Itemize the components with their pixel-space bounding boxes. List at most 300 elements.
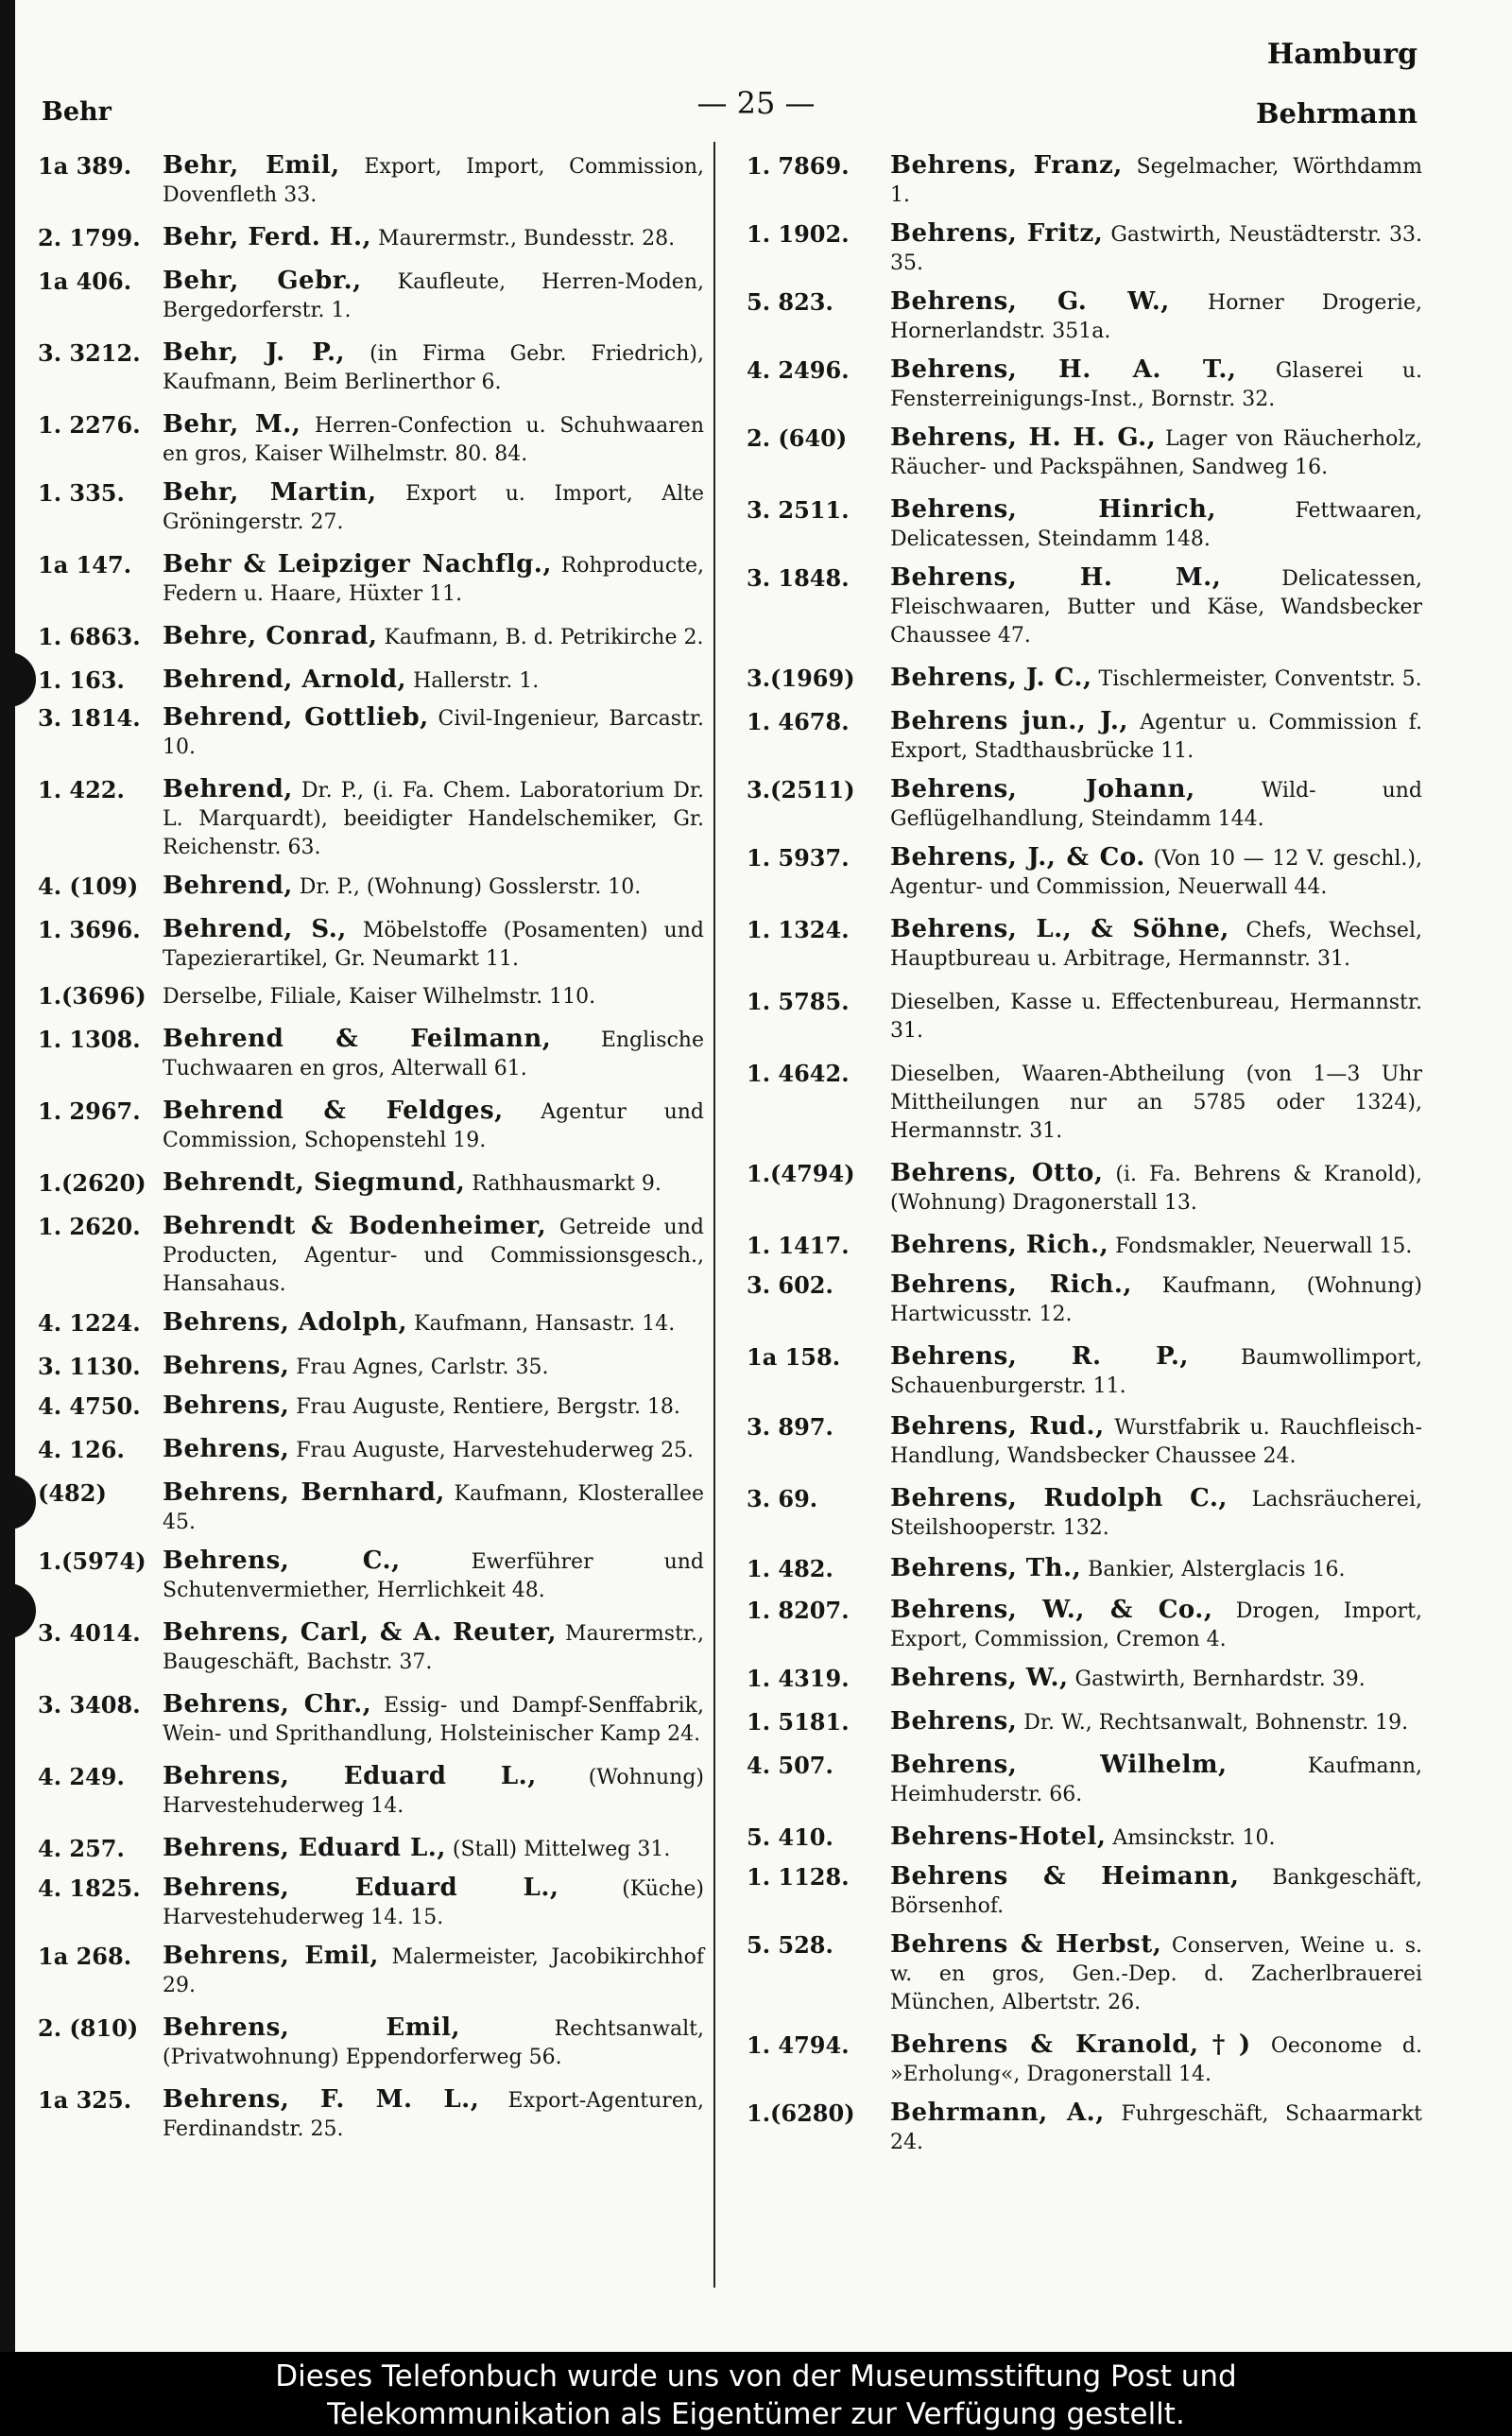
- entry-text: [163, 1168, 704, 1199]
- entry-text: [163, 665, 704, 696]
- entry-details: Rathhausmarkt 9.: [465, 1172, 662, 1196]
- entry-details: Kaufmann, B. d. Petrikirche 2.: [377, 626, 704, 649]
- phone-number: 5. 823.: [747, 288, 833, 316]
- entry-details: Fuhrgeschäft, Schaarmarkt 24.: [890, 2102, 1423, 2154]
- entry-text: [163, 478, 704, 537]
- directory-entry: [747, 1862, 1422, 1921]
- entry-text: [890, 287, 1422, 346]
- entry-details: Gastwirth, Bernhardstr. 39.: [1068, 1667, 1366, 1691]
- directory-entry: [38, 1168, 704, 1199]
- phone-number: 3. 69.: [747, 1485, 818, 1512]
- phone-number: 4. 1224.: [38, 1309, 141, 1337]
- directory-entry: [747, 423, 1422, 482]
- directory-entry: [747, 1270, 1422, 1329]
- phone-number: 1a 325.: [38, 2086, 132, 2114]
- phone-number: 1a 147.: [38, 551, 132, 579]
- entry-details: Bankgeschäft, Börsenhof.: [890, 1866, 1422, 1918]
- phone-number: 4. 1825.: [38, 1875, 141, 1902]
- entry-text: [890, 219, 1422, 278]
- phone-number: 1. 5785.: [747, 988, 850, 1015]
- phone-number: 1. 482.: [747, 1555, 833, 1582]
- entry-details: Kaufmann, Hansastr. 14.: [407, 1312, 676, 1336]
- directory-entry: [747, 1707, 1422, 1737]
- directory-entry: [38, 1618, 704, 1677]
- directory-entry: [747, 1159, 1422, 1218]
- entry-details: Ewerführer und Schutenvermiether, Herrlichkeit 48.: [163, 1550, 704, 1602]
- directory-entry: [38, 915, 704, 974]
- directory-entry: [38, 622, 704, 652]
- subscriber-name: Behrens, Wilhelm,: [890, 1751, 1228, 1779]
- entry-text: [163, 267, 704, 325]
- subscriber-name: Behrens, Chr.,: [163, 1690, 372, 1719]
- entry-details: Rohproducte, Federn u. Haare, Hüxter 11.: [163, 554, 704, 606]
- subscriber-name: Behrens & Kranold,†): [890, 2030, 1251, 2059]
- entry-details: Drogen, Import, Export, Commission, Cremon 4.: [890, 1599, 1422, 1651]
- phone-number: 4. 249.: [38, 1763, 125, 1790]
- entry-text: [890, 423, 1422, 482]
- directory-entry: [38, 1352, 704, 1382]
- directory-entry: [747, 1342, 1422, 1401]
- directory-entry: [38, 1546, 704, 1605]
- entry-details: Kaufmann, Heimhuderstr. 66.: [890, 1754, 1423, 1806]
- entry-text: [890, 1751, 1422, 1809]
- phone-number: 1.(4794): [747, 1160, 855, 1187]
- directory-entry: [747, 1554, 1422, 1584]
- directory-entry: [747, 151, 1422, 210]
- entry-text: [890, 1664, 1422, 1694]
- phone-number: 1. 5181.: [747, 1708, 850, 1736]
- subscriber-name: Behrens, Rudolph C.,: [890, 1484, 1228, 1512]
- binding-hole: [0, 652, 36, 707]
- phone-number: 1a 389.: [38, 152, 132, 180]
- entry-text: [890, 707, 1422, 766]
- entry-details: Delicatessen, Fleischwaaren, Butter und Käse, Wandsbecker Chaussee 47.: [890, 567, 1422, 648]
- entry-details: Baumwollimport, Schauenburgerstr. 11.: [890, 1346, 1422, 1398]
- subscriber-name: Behrens, Rich.,: [890, 1270, 1132, 1299]
- entry-text: [163, 1352, 704, 1382]
- subscriber-name: Behrens, Bernhard,: [163, 1478, 445, 1507]
- phone-number: 1.(5974): [38, 1547, 146, 1575]
- subscriber-name: Behrend, Arnold,: [163, 665, 407, 694]
- archive-notice: [0, 2352, 1512, 2436]
- left-column: [38, 151, 704, 2157]
- phone-number: 1. 3696.: [38, 916, 141, 943]
- subscriber-name: Behrend & Feilmann,: [163, 1025, 552, 1053]
- subscriber-name: Behrend, S.,: [163, 915, 347, 943]
- directory-entry: [38, 2085, 704, 2144]
- phone-number: 1. 6863.: [38, 623, 141, 650]
- directory-entry: [38, 1391, 704, 1422]
- entry-details: Export, Import, Commission, Dovenfleth 33.: [163, 155, 704, 207]
- entry-text: [890, 1930, 1422, 2017]
- subscriber-name: Behrens, H. M.,: [890, 563, 1222, 592]
- directory-entry: [38, 665, 704, 696]
- phone-number: 1. 7869.: [747, 152, 850, 180]
- phone-number: 1. 335.: [38, 479, 125, 507]
- phone-number: 3.(2511): [747, 776, 855, 803]
- entry-details: Wurstfabrik u. Rauchfleisch-Handlung, Wandsbecker Chaussee 24.: [890, 1416, 1422, 1468]
- binding-spine: [0, 0, 15, 2352]
- subscriber-name: Behr, Martin,: [163, 478, 377, 507]
- phone-number: 4. 126.: [38, 1436, 125, 1463]
- subscriber-name: Behrens, Eduard L.,: [163, 1834, 446, 1862]
- directory-entry: [38, 1435, 704, 1465]
- subscriber-name: Behre, Conrad,: [163, 622, 378, 650]
- entry-text: [163, 1391, 704, 1422]
- entry-details: (Küche) Harvestehuderweg 14. 15.: [163, 1877, 704, 1929]
- entry-text: [890, 1484, 1422, 1543]
- subscriber-name: Behrmann, A.,: [890, 2099, 1105, 2127]
- entry-details: (in Firma Gebr. Friedrich), Kaufmann, Beim Berlinerthor 6.: [163, 342, 704, 394]
- subscriber-name: Behrens, Eduard L.,: [163, 1874, 559, 1902]
- phone-number: 4. 257.: [38, 1835, 125, 1862]
- directory-entry: [38, 223, 704, 253]
- entry-details: Gastwirth, Neustädterstr. 33. 35.: [890, 223, 1423, 275]
- binding-hole: [0, 1475, 36, 1529]
- phone-number: 1. 2276.: [38, 411, 141, 439]
- subscriber-name: Behrens & Herbst,: [890, 1930, 1162, 1959]
- entry-text: [890, 2099, 1422, 2157]
- subscriber-name: Behrens, Rud.,: [890, 1412, 1105, 1441]
- directory-entry: [38, 1097, 704, 1155]
- directory-entry: [38, 1212, 704, 1299]
- entry-details: Kaufleute, Herren-Moden, Bergedorferstr. 1.: [163, 270, 704, 322]
- directory-entry: [38, 550, 704, 609]
- subscriber-name: Behr, Emil,: [163, 151, 340, 180]
- phone-number: 3. 4014.: [38, 1619, 141, 1647]
- phone-number: 3. 1130.: [38, 1353, 141, 1380]
- entry-details: Glaserei u. Fensterreinigungs-Inst., Bornstr. 32.: [890, 359, 1422, 411]
- subscriber-name: Behrens & Heimann,: [890, 1862, 1240, 1891]
- subscriber-name: Behrens, Emil,: [163, 2013, 461, 2042]
- directory-entry: [38, 478, 704, 537]
- subscriber-name: Behr & Leipziger Nachflg.,: [163, 550, 552, 579]
- entry-details: Dieselben, Waaren-Abtheilung (von 1—3 Uhr Mittheilungen nur an 5785 oder 1324), Hermannstr. 31.: [890, 1063, 1422, 1143]
- subscriber-name: Behrens,: [163, 1435, 290, 1463]
- entry-details: Oeconome d. »Erholung«, Dragonerstall 14.: [890, 2034, 1422, 2086]
- entry-text: [890, 1596, 1422, 1654]
- entry-text: [163, 1478, 704, 1537]
- subscriber-name: Behrens-Hotel,: [890, 1823, 1107, 1851]
- subscriber-name: Behrens, W., & Co.,: [890, 1596, 1213, 1624]
- entry-text: [890, 563, 1422, 650]
- entry-details: (i. Fa. Behrens & Kranold), (Wohnung) Dragonerstall 13.: [890, 1163, 1422, 1215]
- subscriber-name: Behrens, Eduard L.,: [163, 1762, 537, 1790]
- subscriber-name: Behrens, F. M. L.,: [163, 2085, 480, 2114]
- entry-details: Amsinckstr. 10.: [1106, 1826, 1276, 1850]
- entry-details: Wild- und Geflügelhandlung, Steindamm 144.: [890, 779, 1422, 831]
- entry-text: [890, 355, 1422, 414]
- subscriber-name: Behrens, Rich.,: [890, 1231, 1109, 1259]
- entry-details: Möbelstoffe (Posamenten) und Tapezierartikel, Gr. Neumarkt 11.: [163, 919, 704, 971]
- entry-details: Civil-Ingenieur, Barcastr. 10.: [163, 707, 704, 759]
- entry-details: Segelmacher, Wörthdamm 1.: [890, 155, 1422, 207]
- entry-text: [163, 1874, 704, 1932]
- subscriber-name: Behr, M.,: [163, 410, 301, 439]
- entry-text: [890, 664, 1422, 694]
- entry-text: [890, 1231, 1422, 1261]
- entry-details: Derselbe, Filiale, Kaiser Wilhelmstr. 110.: [163, 985, 596, 1009]
- directory-entry: [747, 775, 1422, 834]
- subscriber-name: Behrens, Johann,: [890, 775, 1195, 803]
- city-header: Hamburg: [1266, 38, 1418, 71]
- entry-details: Frau Agnes, Carlstr. 35.: [289, 1356, 549, 1379]
- phone-number: 3. 602.: [747, 1271, 833, 1299]
- phone-number: 1.(3696): [38, 982, 146, 1010]
- entry-text: [163, 1212, 704, 1299]
- entry-text: [890, 987, 1422, 1045]
- entry-text: [890, 495, 1422, 554]
- entry-text: [163, 2013, 704, 2072]
- directory-entry: [747, 1664, 1422, 1694]
- phone-number: 1. 1902.: [747, 220, 850, 248]
- entry-details: Maurermstr., Baugeschäft, Bachstr. 37.: [163, 1622, 704, 1674]
- entry-text: [890, 151, 1422, 210]
- subscriber-name: Behrens, Otto,: [890, 1159, 1104, 1187]
- entry-details: Export-Agenturen, Ferdinandstr. 25.: [163, 2089, 704, 2141]
- subscriber-name: Behrendt & Bodenheimer,: [163, 1212, 547, 1240]
- directory-entry: [38, 775, 704, 862]
- subscriber-name: Behrens, Hinrich,: [890, 495, 1216, 524]
- entry-text: [890, 2030, 1422, 2089]
- directory-entry: [747, 1930, 1422, 2017]
- phone-number: 4. 2496.: [747, 356, 850, 384]
- entry-text: [163, 1690, 704, 1749]
- directory-entry: [38, 410, 704, 469]
- directory-entry: [747, 495, 1422, 554]
- entry-details: Chefs, Wechsel, Hauptbureau u. Arbitrage, Hermannstr. 31.: [890, 919, 1422, 971]
- entry-text: [163, 775, 704, 862]
- entry-details: Frau Auguste, Harvestehuderweg 25.: [289, 1439, 695, 1462]
- directory-entry: [747, 1484, 1422, 1543]
- subscriber-name: Behrens jun., J.,: [890, 707, 1128, 735]
- directory-entry: [38, 1025, 704, 1083]
- directory-entry: [747, 843, 1422, 902]
- subscriber-name: Behrend & Feldges,: [163, 1097, 504, 1125]
- phone-number: 1. 1324.: [747, 916, 850, 943]
- phone-number: 1. 4642.: [747, 1060, 850, 1087]
- subscriber-name: Behrens, R. P.,: [890, 1342, 1189, 1371]
- directory-entry: [747, 987, 1422, 1045]
- directory-entry: [38, 151, 704, 210]
- entry-details: Kaufmann, Klosterallee 45.: [163, 1482, 704, 1534]
- subscriber-name: Behrens,: [163, 1391, 290, 1420]
- phone-number: 4. (109): [38, 872, 139, 900]
- subscriber-name: Behrens, H. A. T.,: [890, 355, 1237, 384]
- subscriber-name: Behrend,: [163, 872, 293, 900]
- entry-details: Getreide und Producten, Agentur- und Commissionsgesch., Hansahaus.: [163, 1216, 704, 1296]
- phone-number: 1a 406.: [38, 268, 132, 295]
- phone-number: 1. 2620.: [38, 1213, 141, 1240]
- phone-number: 3.(1969): [747, 665, 855, 692]
- entry-details: Fettwaaren, Delicatessen, Steindamm 148.: [890, 499, 1422, 551]
- entry-text: [163, 915, 704, 974]
- right-column: [747, 151, 1422, 2167]
- entry-text: [163, 1025, 704, 1083]
- phone-number: 1. 4319.: [747, 1665, 850, 1692]
- subscriber-name: Behrens, J., & Co.: [890, 843, 1145, 872]
- directory-entry: [747, 287, 1422, 346]
- subscriber-name: Behrens, Carl, & A. Reuter,: [163, 1618, 558, 1647]
- column-divider: [713, 142, 715, 2288]
- entry-details: Maurermstr., Bundesstr. 28.: [371, 227, 676, 251]
- binding-hole: [0, 1583, 36, 1638]
- phone-number: 1. 8207.: [747, 1597, 850, 1624]
- entry-text: [890, 915, 1422, 974]
- subscriber-name: Behrend, Gottlieb,: [163, 703, 429, 732]
- phone-number: 1. 422.: [38, 776, 125, 803]
- directory-entry: [38, 872, 704, 902]
- phone-number: 5. 528.: [747, 1931, 833, 1959]
- phone-number: 1. 4794.: [747, 2031, 850, 2059]
- entry-text: [163, 703, 704, 762]
- phone-number: 2. (640): [747, 424, 848, 452]
- entry-text: [163, 1942, 704, 2000]
- phone-number: 1.(6280): [747, 2099, 855, 2127]
- directory-entry: [747, 1751, 1422, 1809]
- entry-text: [890, 843, 1422, 902]
- entry-details: Agentur u. Commission f. Export, Stadthausbrücke 11.: [890, 711, 1422, 763]
- entry-details: Englische Tuchwaaren en gros, Alterwall 61.: [163, 1028, 704, 1080]
- phone-number: 5. 410.: [747, 1823, 833, 1851]
- directory-entry: [747, 2030, 1422, 2089]
- directory-entry: [38, 1834, 704, 1864]
- archive-notice-line: Telekommunikation als Eigentümer zur Verfügung gestellt.: [327, 2397, 1185, 2431]
- directory-entry: [38, 981, 704, 1011]
- directory-entry: [747, 2099, 1422, 2157]
- entry-details: Export u. Import, Alte Gröningerstr. 27.: [163, 482, 704, 534]
- phone-number: 1a 268.: [38, 1943, 132, 1970]
- directory-entry: [747, 219, 1422, 278]
- entry-details: Malermeister, Jacobikirchhof 29.: [163, 1945, 704, 1997]
- entry-details: Dieselben, Kasse u. Effectenbureau, Hermannstr. 31.: [890, 991, 1422, 1043]
- entry-text: [163, 1097, 704, 1155]
- entry-details: Hallerstr. 1.: [406, 669, 540, 693]
- entry-details: Essig- und Dampf-Senffabrik, Wein- und Sprithandlung, Holsteinischer Kamp 24.: [163, 1694, 704, 1746]
- entry-details: Fondsmakler, Neuerwall 15.: [1108, 1235, 1413, 1258]
- phone-number: (482): [38, 1479, 107, 1507]
- directory-entry: [38, 2013, 704, 2072]
- directory-entry: [38, 338, 704, 397]
- entry-details: Horner Drogerie, Hornerlandstr. 351a.: [890, 291, 1422, 343]
- phone-number: 1. 1417.: [747, 1232, 850, 1259]
- directory-entry: [747, 355, 1422, 414]
- subscriber-name: Behrens,: [890, 1707, 1018, 1736]
- subscriber-name: Behrens, J. C.,: [890, 664, 1092, 692]
- phone-number: 1a 158.: [747, 1343, 841, 1371]
- phone-number: 1. 4678.: [747, 708, 850, 735]
- entry-text: [163, 223, 704, 253]
- directory-entry: [38, 1308, 704, 1339]
- entry-details: Dr. P., (Wohnung) Gosslerstr. 10.: [292, 875, 642, 899]
- entry-text: [890, 1059, 1422, 1146]
- directory-entry: [747, 1596, 1422, 1654]
- entry-details: Dr. P., (i. Fa. Chem. Laboratorium Dr. L. Marquardt), beeidigter Handelschemiker, Gr. Reichenstr. 63.: [163, 779, 704, 859]
- phone-number: 3. 3212.: [38, 339, 141, 367]
- phone-number: 3. 897.: [747, 1413, 833, 1441]
- entry-text: [890, 775, 1422, 834]
- entry-text: [163, 1762, 704, 1821]
- right-running-head: Behrmann: [1256, 97, 1418, 130]
- phone-number: 1. 1308.: [38, 1026, 141, 1053]
- entry-text: [163, 550, 704, 609]
- archive-notice-line: Dieses Telefonbuch wurde uns von der Museumsstiftung Post und: [275, 2359, 1237, 2393]
- phone-number: 1. 163.: [38, 666, 125, 694]
- entry-details: Tischlermeister, Conventstr. 5.: [1091, 667, 1422, 691]
- phone-number: 1. 1128.: [747, 1863, 850, 1891]
- directory-entry: [747, 1231, 1422, 1261]
- directory-entry: [38, 1874, 704, 1932]
- entry-text: [890, 1707, 1422, 1737]
- subscriber-name: Behrens, C.,: [163, 1546, 401, 1575]
- entry-text: [163, 872, 704, 902]
- directory-entry: [38, 1478, 704, 1537]
- entry-text: [890, 1159, 1422, 1218]
- phone-number: 2. (810): [38, 2014, 139, 2042]
- entry-text: [890, 1823, 1422, 1853]
- directory-entry: [747, 707, 1422, 766]
- entry-text: [163, 338, 704, 397]
- entry-details: Bankier, Alsterglacis 16.: [1081, 1558, 1346, 1581]
- directory-entry: [747, 1823, 1422, 1853]
- entry-text: [163, 1834, 704, 1864]
- page-number: — 25 —: [696, 85, 816, 121]
- subscriber-name: Behrens, Adolph,: [163, 1308, 408, 1337]
- entry-text: [163, 981, 704, 1011]
- left-running-head: Behr: [42, 97, 112, 127]
- subscriber-name: Behrens, Franz,: [890, 151, 1123, 180]
- entry-details: Conserven, Weine u. s. w. en gros, Gen.-Dep. d. Zacherlbrauerei München, Albertstr. 26.: [890, 1934, 1423, 2014]
- entry-text: [890, 1554, 1422, 1584]
- entry-text: [163, 410, 704, 469]
- subscriber-name: Behrens, G. W.,: [890, 287, 1170, 316]
- subscriber-name: Behrendt, Siegmund,: [163, 1168, 466, 1197]
- directory-entry: [38, 1762, 704, 1821]
- entry-text: [163, 1546, 704, 1605]
- directory-entry: [747, 915, 1422, 974]
- entry-details: (Von 10 — 12 V. geschl.), Agentur- und Commission, Neuerwall 44.: [890, 847, 1422, 899]
- subscriber-name: Behrens, Fritz,: [890, 219, 1104, 248]
- phone-number: 4. 507.: [747, 1752, 833, 1779]
- phone-number: 3. 1848.: [747, 564, 850, 592]
- subscriber-name: Behrend,: [163, 775, 293, 803]
- directory-entry: [747, 1412, 1422, 1471]
- directory-entry: [38, 1690, 704, 1749]
- entry-details: Rechtsanwalt, (Privatwohnung) Eppendorferweg 56.: [163, 2017, 704, 2069]
- phone-number: 4. 4750.: [38, 1392, 141, 1420]
- subscriber-name: Behrens, Emil,: [163, 1942, 379, 1970]
- entry-text: [890, 1862, 1422, 1921]
- subscriber-name: Behr, Ferd. H.,: [163, 223, 372, 251]
- entry-details: Frau Auguste, Rentiere, Bergstr. 18.: [289, 1395, 680, 1419]
- entry-text: [163, 1308, 704, 1339]
- subscriber-name: Behrens,: [163, 1352, 290, 1380]
- entry-details: Kaufmann, (Wohnung) Hartwicusstr. 12.: [890, 1274, 1422, 1326]
- phone-number: 1. 2967.: [38, 1097, 141, 1125]
- entry-text: [163, 1618, 704, 1677]
- phone-number: 3. 2511.: [747, 496, 850, 524]
- entry-details: Agentur und Commission, Schopenstehl 19.: [163, 1100, 704, 1152]
- phone-number: 3. 3408.: [38, 1691, 141, 1719]
- entry-text: [890, 1342, 1422, 1401]
- phone-number: 2. 1799.: [38, 224, 141, 251]
- subscriber-name: Behr, J. P.,: [163, 338, 346, 367]
- entry-text: [163, 622, 704, 652]
- entry-text: [163, 1435, 704, 1465]
- entry-details: (Wohnung) Harvestehuderweg 14.: [163, 1766, 704, 1818]
- subscriber-name: Behrens, W.,: [890, 1664, 1069, 1692]
- entry-details: Lager von Räucherholz, Räucher- und Packspähnen, Sandweg 16.: [890, 427, 1422, 479]
